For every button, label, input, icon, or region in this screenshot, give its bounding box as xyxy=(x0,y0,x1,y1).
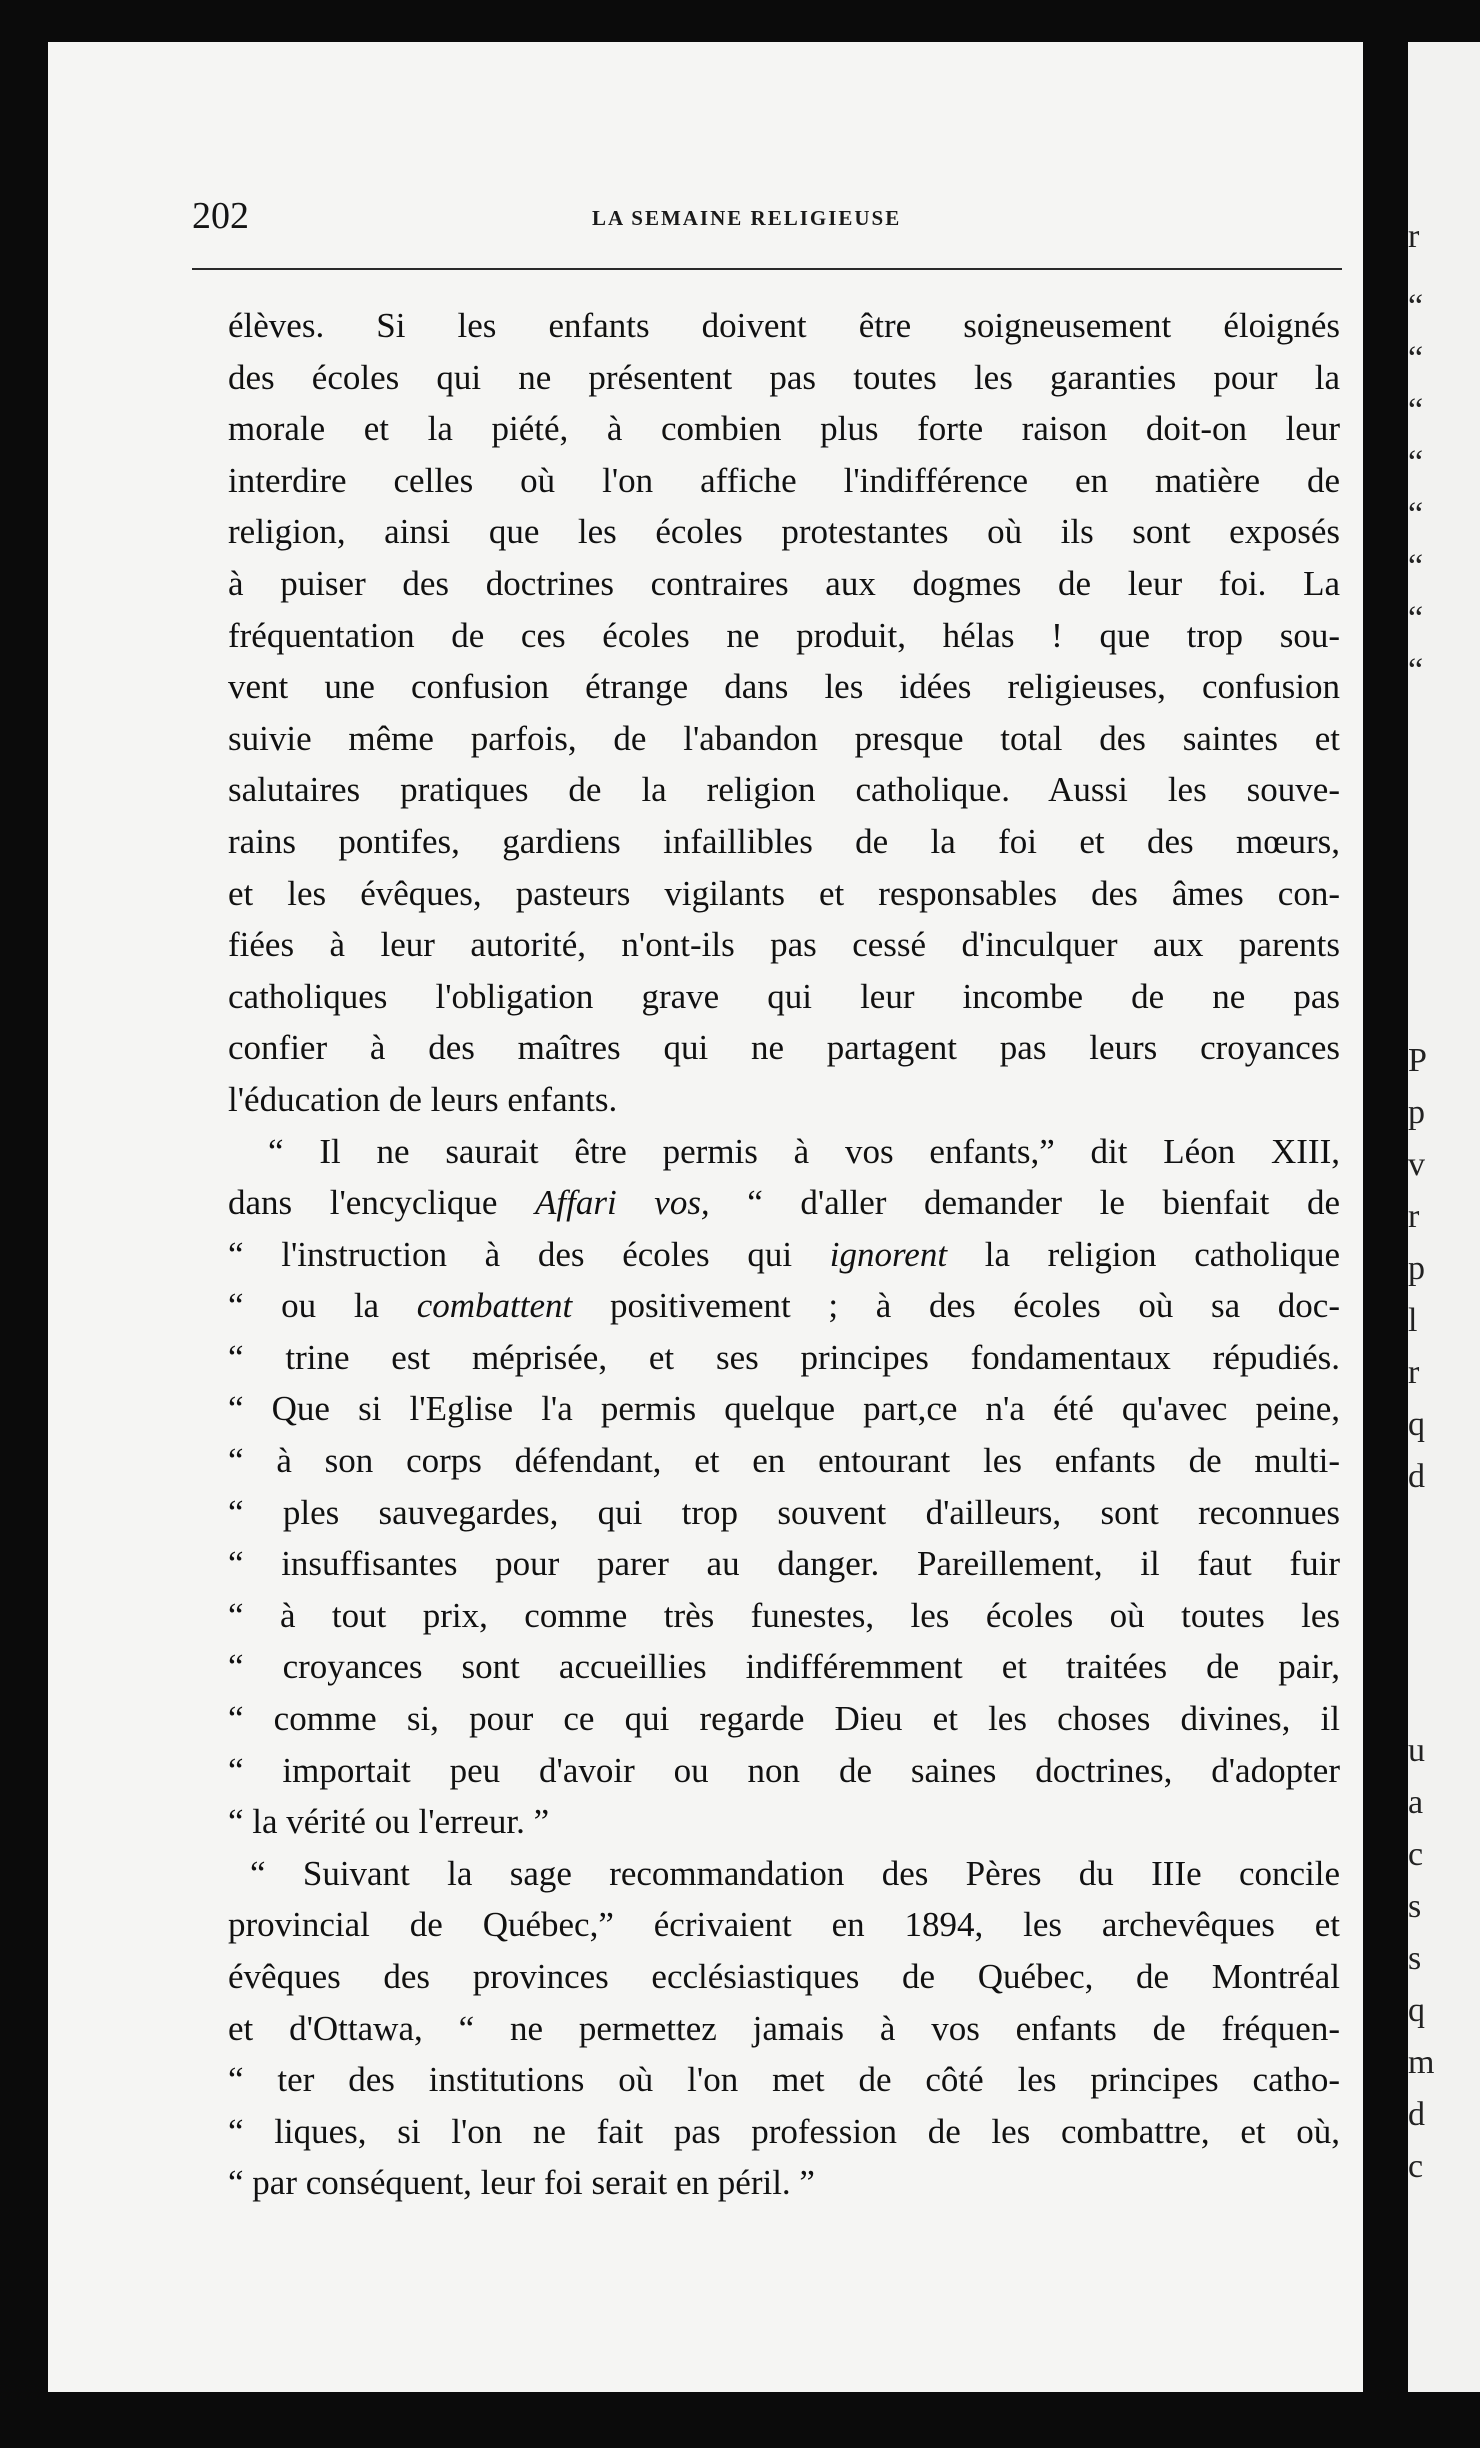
text-line: fiées à leur autorité, n'ont-ils pas cessé d'inculquer aux parents xyxy=(228,925,1340,965)
adjacent-page-fragment: p xyxy=(1408,1250,1425,1287)
adjacent-page-fragment: “ xyxy=(1408,392,1424,429)
adjacent-page-fragment: P xyxy=(1408,1042,1427,1079)
running-title: LA SEMAINE RELIGIEUSE xyxy=(592,206,902,230)
text-line: évêques des provinces ecclésiastiques de Québec, de Montréal xyxy=(228,1957,1340,1996)
adjacent-page-fragment: r xyxy=(1408,1354,1420,1391)
body-text xyxy=(228,300,1340,2209)
text-segment: “ d'aller demander le bienfait de xyxy=(747,1183,1340,1223)
text-line: et d'Ottawa, “ ne permettez jamais à vos enfants de fréquen- xyxy=(228,2008,1340,2048)
text-segment: dans l'encyclique xyxy=(228,1183,498,1223)
text-line: “ ples sauvegardes, qui trop souvent d'ailleurs, sont reconnues xyxy=(228,1492,1340,1532)
text-line: rains pontifes, gardiens infaillibles de la foi et des mœurs, xyxy=(228,821,1340,861)
text-line: “ trine est méprisée, et ses principes fondamentaux répudiés. xyxy=(228,1337,1340,1377)
text-line xyxy=(228,1177,1340,1229)
text-segment: “ l'instruction à des écoles qui xyxy=(228,1234,793,1274)
adjacent-page-fragment: m xyxy=(1408,2044,1435,2081)
text-line: “ Il ne saurait être permis à vos enfants,” dit Léon XIII, xyxy=(268,1131,1340,1171)
text-line: confier à des maîtres qui ne partagent pas leurs croyances xyxy=(228,1028,1340,1068)
text-line: “ par conséquent, leur foi serait en péril. ” xyxy=(228,2163,815,2203)
text-line: l'éducation de leurs enfants. xyxy=(228,1079,618,1119)
text-line: “ insuffisantes pour parer au danger. Pareillement, il faut fuir xyxy=(228,1544,1340,1584)
adjacent-page-fragment: q xyxy=(1408,1992,1425,2029)
text-line: et les évêques, pasteurs vigilants et responsables des âmes con- xyxy=(228,873,1340,913)
text-line: interdire celles où l'on affiche l'indifférence en matière de xyxy=(228,460,1340,500)
adjacent-page-fragment: c xyxy=(1408,2148,1424,2185)
text-line: “ la vérité ou l'erreur. ” xyxy=(228,1802,550,1842)
text-line: vent une confusion étrange dans les idées religieuses, confusion xyxy=(228,667,1340,707)
text-line: salutaires pratiques de la religion catholique. Aussi les souve- xyxy=(228,770,1340,810)
text-line: “ à son corps défendant, et en entourant les enfants de multi- xyxy=(228,1441,1340,1481)
adjacent-page-fragment: a xyxy=(1408,1784,1424,1821)
text-line: élèves. Si les enfants doivent être soigneusement éloignés xyxy=(228,306,1340,345)
text-line: morale et la piété, à combien plus forte raison doit-on leur xyxy=(228,409,1340,449)
adjacent-page-fragment: l xyxy=(1408,1302,1418,1339)
italic-title: Affari vos, xyxy=(535,1183,710,1223)
text-line: provincial de Québec,” écrivaient en 1894, les archevêques et xyxy=(228,1905,1340,1945)
adjacent-page-fragment: s xyxy=(1408,1888,1422,1925)
adjacent-page-edge xyxy=(1408,42,1480,2392)
text-line: “ liques, si l'on ne fait pas profession de les combattre, et où, xyxy=(228,2111,1340,2151)
adjacent-page-fragment: r xyxy=(1408,1198,1420,1235)
text-line: “ à tout prix, comme très funestes, les écoles où toutes les xyxy=(228,1595,1340,1635)
italic-word: ignorent xyxy=(829,1234,948,1274)
page-header xyxy=(192,190,1342,250)
text-segment: la religion catholique xyxy=(984,1234,1340,1274)
adjacent-page-fragment: “ xyxy=(1408,444,1424,481)
text-line: “ Suivant la sage recommandation des Pères du IIIe concile xyxy=(250,1853,1340,1893)
adjacent-page-fragment: r xyxy=(1408,218,1420,255)
text-line: “ comme si, pour ce qui regarde Dieu et les choses divines, il xyxy=(228,1699,1340,1739)
adjacent-page-fragment: “ xyxy=(1408,600,1424,637)
text-segment: “ ou la xyxy=(228,1286,380,1326)
text-segment: positivement ; à des écoles où sa doc- xyxy=(609,1286,1340,1326)
adjacent-page-fragment: p xyxy=(1408,1094,1425,1131)
adjacent-page-fragment: “ xyxy=(1408,340,1424,377)
adjacent-page-fragment: u xyxy=(1408,1732,1425,1769)
text-line: “ croyances sont accueillies indifféremment et traitées de pair, xyxy=(228,1647,1340,1687)
text-line xyxy=(228,1280,1340,1332)
text-line: catholiques l'obligation grave qui leur incombe de ne pas xyxy=(228,976,1340,1016)
text-line: suivie même parfois, de l'abandon presque total des saintes et xyxy=(228,718,1340,758)
header-divider xyxy=(192,268,1342,270)
page-number: 202 xyxy=(192,195,249,237)
adjacent-page-fragment: “ xyxy=(1408,548,1424,585)
adjacent-page-fragment: q xyxy=(1408,1406,1425,1443)
text-line: “ Que si l'Eglise l'a permis quelque part,ce n'a été qu'avec peine, xyxy=(228,1389,1340,1429)
adjacent-page-fragment: s xyxy=(1408,1940,1422,1977)
text-line: des écoles qui ne présentent pas toutes les garanties pour la xyxy=(228,357,1340,397)
adjacent-page-fragment: v xyxy=(1408,1146,1425,1183)
text-line: fréquentation de ces écoles ne produit, hélas ! que trop sou- xyxy=(228,615,1340,655)
adjacent-page-fragment: d xyxy=(1408,1458,1425,1495)
text-line: “ ter des institutions où l'on met de côté les principes catho- xyxy=(228,2060,1340,2100)
adjacent-page-fragment: d xyxy=(1408,2096,1425,2133)
italic-word: combattent xyxy=(416,1286,573,1326)
text-line: religion, ainsi que les écoles protestantes où ils sont exposés xyxy=(228,512,1340,552)
adjacent-page-fragment: “ xyxy=(1408,288,1424,325)
adjacent-page-fragment: “ xyxy=(1408,496,1424,533)
adjacent-page-fragment: c xyxy=(1408,1836,1424,1873)
text-line xyxy=(228,1229,1340,1281)
text-line: “ importait peu d'avoir ou non de saines doctrines, d'adopter xyxy=(228,1750,1340,1790)
text-line: à puiser des doctrines contraires aux dogmes de leur foi. La xyxy=(228,563,1340,603)
adjacent-page-fragment: “ xyxy=(1408,652,1424,689)
